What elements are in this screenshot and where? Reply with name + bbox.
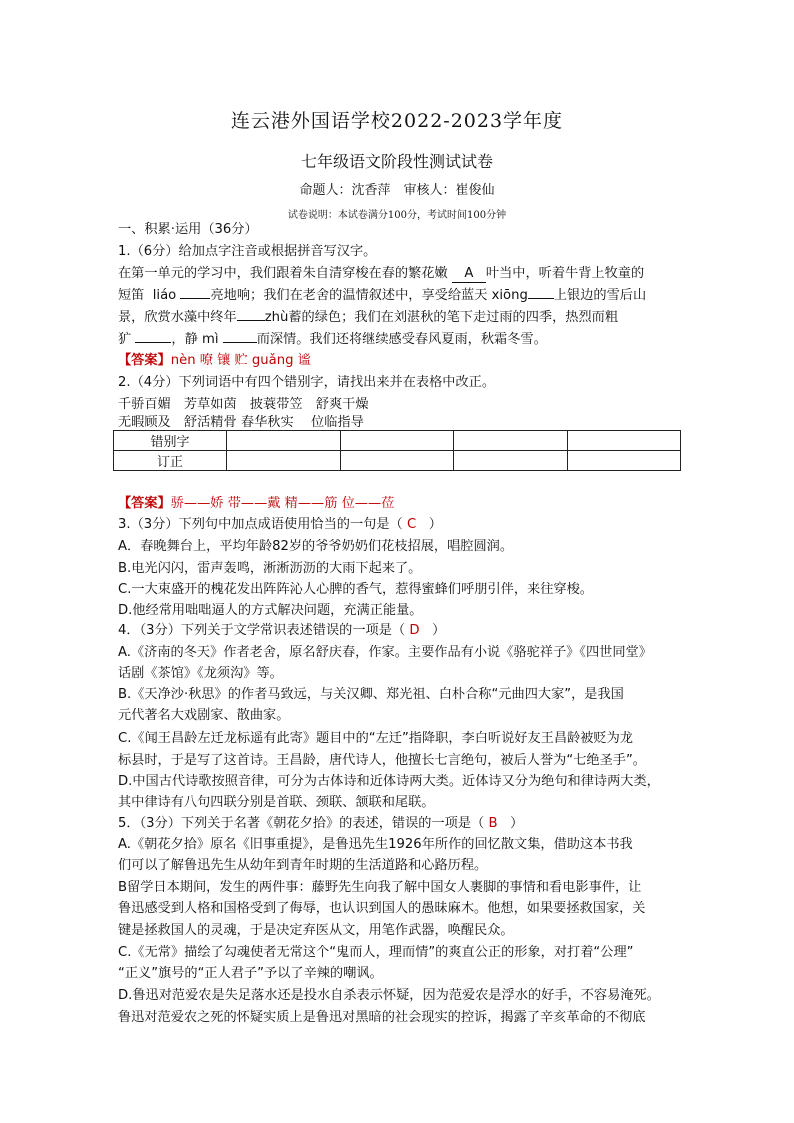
q1-text: 而深情。我们还将继续感受春风夏雨，秋霜冬雪。 xyxy=(256,332,547,347)
q5-option-a-cont: 们可以了解鲁迅先生从幼年到青年时期的生活道路和心路历程。 xyxy=(118,858,488,873)
q2-words-line-2: 无暇顾及 舒活精骨 春华秋实 位临指导 xyxy=(118,415,364,430)
q1-text: 上银边的雪后山 xyxy=(553,288,647,303)
table-header-cell: 错别字 xyxy=(114,431,227,451)
pinyin-xiong: xiōng xyxy=(491,288,528,303)
q1-text: 蓄的绿色；我们在刘湛秋的笔下走过雨的四季，热烈而粗 xyxy=(288,310,619,325)
q1-text: 短笛 xyxy=(118,288,145,303)
q1-passage-line-1 xyxy=(118,265,644,283)
q5-option-a: A.《朝花夕拾》原名《旧事重提》，是鲁迅先生1926年所作的回忆散文集，借助这本书我 xyxy=(118,837,633,852)
table-cell[interactable] xyxy=(340,431,454,451)
q1-blank-a xyxy=(452,265,486,283)
q2-stem: 2.（4分）下列词语中有四个错别字，请找出来并在表格中改正。 xyxy=(118,375,496,390)
q5-stem-close: ） xyxy=(510,816,524,831)
table-cell[interactable] xyxy=(227,431,341,451)
q1-passage-line-4 xyxy=(118,331,547,348)
q3-answer: C xyxy=(406,517,417,532)
school-title: 连云港外国语学校2022-2023学年度 xyxy=(230,110,564,132)
q1-passage-line-2 xyxy=(118,287,646,304)
pinyin-liao: liáo xyxy=(152,288,177,303)
q3-option-b: B.电光闪闪，雷声轰鸣，淅淅沥沥的大雨下起来了。 xyxy=(118,561,422,576)
q3-option-d: D.他经常用咄咄逼人的方式解决问题，充满正能量。 xyxy=(118,603,423,618)
q2-answer xyxy=(118,495,394,512)
q5-option-c: C.《无常》描绘了勾魂使者无常这个“鬼而人，理而情”的爽直公正的形象，对打着“公理” xyxy=(118,945,634,960)
q4-option-c: C.《闻王昌龄左迁龙标遥有此寄》题目中的“左迁”指降职，李白听说好友王昌龄被贬为龙 xyxy=(118,731,633,746)
q4-answer: D xyxy=(409,623,420,638)
q1-blank xyxy=(528,298,554,299)
table-cell[interactable] xyxy=(454,451,568,471)
q3-option-a: A．春晚舞台上，平均年龄82岁的爷爷奶奶们花枝招展，唱腔圆润。 xyxy=(118,539,514,554)
q1-blank xyxy=(135,342,171,343)
table-cell[interactable] xyxy=(227,451,341,471)
q3-stem xyxy=(118,516,442,533)
table-cell[interactable] xyxy=(567,431,681,451)
q3-option-c: C.一大束盛开的槐花发出阵阵沁人心脾的香气，惹得蜜蜂们呼朋引伴，来往穿梭。 xyxy=(118,582,593,597)
pinyin-mi: mì xyxy=(201,332,219,347)
q1-answer xyxy=(118,352,311,369)
q2-words-line-1: 千骄百媚 芳草如茵 披蓑带笠 舒爽干燥 xyxy=(118,397,369,412)
q5-stem xyxy=(118,815,523,832)
table-row xyxy=(114,451,681,471)
q1-stem: 1.（6分）给加点字注音或根据拼音写汉字。 xyxy=(118,244,377,259)
q4-option-a: A.《济南的冬天》作者老舍，原名舒庆春，作家。主要作品有小说《骆驼祥子》《四世同堂》 xyxy=(118,645,652,660)
authors-line: 命题人：沈香萍 审核人：崔俊仙 xyxy=(299,183,495,198)
answer-label: 【答案】 xyxy=(118,353,171,368)
section-heading: 一、积累·运用（36分） xyxy=(118,222,258,237)
q1-text: ，静 xyxy=(171,332,198,347)
q5-option-b-cont2: 键是拯救国人的灵魂，于是决定弃医从文，用笔作武器，唤醒民众。 xyxy=(118,923,514,938)
q1-blank xyxy=(223,342,257,343)
table-cell[interactable] xyxy=(454,431,568,451)
q1-text: 犷 xyxy=(118,332,132,347)
table-cell[interactable] xyxy=(340,451,454,471)
q5-option-b-cont: 鲁迅感受到人格和国格受到了侮辱，也认识到国人的愚昧麻木。他想，如果要拯救国家，关 xyxy=(118,901,646,916)
answer-label: 【答案】 xyxy=(118,496,171,511)
q1-text: 亮地响；我们在老舍的温情叙述中，享受给蓝天 xyxy=(210,288,488,303)
q1-blank xyxy=(180,298,210,299)
q5-option-c-cont: “正义”旗号的“正人君子”予以了辛辣的嘲讽。 xyxy=(118,966,383,981)
q4-option-d-cont: 其中律诗有八句四联分别是首联、颈联、颔联和尾联。 xyxy=(118,795,435,810)
table-header-cell: 订正 xyxy=(114,451,227,471)
pinyin-zhu: zhù xyxy=(264,310,289,325)
table-row xyxy=(114,431,681,451)
q4-stem-close: ） xyxy=(432,623,446,638)
q5-option-d-cont: 鲁迅对范爱农之死的怀疑实质上是鲁迅对黑暗的社会现实的控诉，揭露了辛亥革命的不彻底 xyxy=(118,1010,646,1025)
q5-stem-text: 5．（3分）下列关于名著《朝花夕拾》的表述，错误的一项是（ xyxy=(118,816,485,831)
q1-text: 叶当中，听着牛背上牧童的 xyxy=(485,266,645,281)
q3-stem-close: ） xyxy=(428,517,442,532)
q3-stem-text: 3.（3分）下列句中加点成语使用恰当的一句是（ xyxy=(118,517,403,532)
q1-blank xyxy=(237,320,265,321)
exam-note: 试卷说明：本试卷满分100分，考试时间100分钟 xyxy=(287,210,507,221)
q1-text: 景，欣赏水藻中终年 xyxy=(118,310,237,325)
q5-option-d: D.鲁迅对范爱农是失足落水还是投水自杀表示怀疑，因为范爱农是浮水的好手，不容易淹死。 xyxy=(118,988,660,1003)
q4-stem-text: 4．（3分）下列关于文学常识表述错误的一项是（ xyxy=(118,623,406,638)
q1-blank-a-text: A xyxy=(464,266,474,281)
answer-text: nèn 嘹 镶 贮 guǎng 谧 xyxy=(170,353,311,368)
q5-option-b: B留学日本期间，发生的两件事：藤野先生向我了解中国女人裹脚的事情和看电影事件，让 xyxy=(118,880,642,895)
q4-option-c-cont: 标县时，于是写了这首诗。王昌龄，唐代诗人，他擅长七言绝句，被后人誉为“七绝圣手”。 xyxy=(118,753,646,768)
q1-text: 在第一单元的学习中，我们跟着朱自清穿梭在春的繁花嫩 xyxy=(118,266,448,281)
answer-text: 骄——娇 带——戴 精——筋 位——莅 xyxy=(170,496,395,511)
q4-stem xyxy=(118,622,445,639)
table-cell[interactable] xyxy=(567,451,681,471)
q4-option-a-cont: 话剧《茶馆》《龙须沟》等。 xyxy=(118,666,283,681)
q5-answer: B xyxy=(488,816,498,831)
q4-option-b-cont: 元代著名大戏剧家、散曲家。 xyxy=(118,708,290,723)
q4-option-d: D.中国古代诗歌按照音律，可分为古体诗和近体诗两大类。近体诗又分为绝句和律诗两大类， xyxy=(118,774,660,789)
correction-table xyxy=(113,430,681,471)
q4-option-b: B.《天净沙·秋思》的作者马致远，与关汉卿、郑光祖、白朴合称“元曲四大家”，是我国 xyxy=(118,687,624,702)
q1-passage-line-3 xyxy=(118,309,618,326)
exam-title: 七年级语文阶段性测试试卷 xyxy=(300,152,493,171)
